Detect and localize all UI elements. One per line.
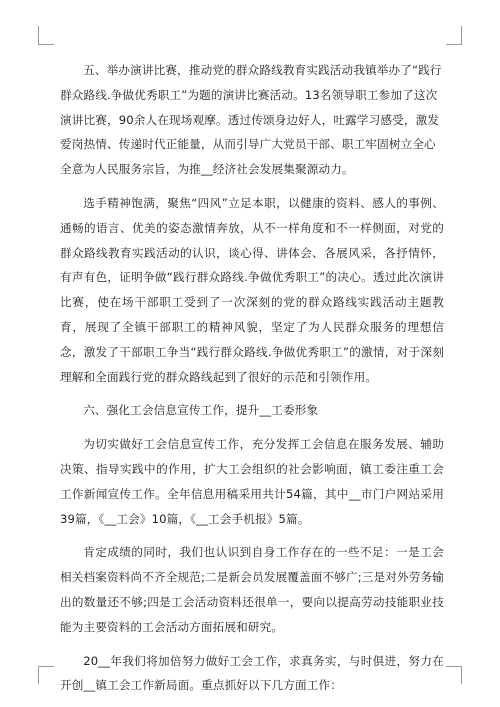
corner-mark-top-right-horizontal <box>446 44 462 45</box>
corner-mark-bottom-right-vertical <box>461 666 462 684</box>
document-body <box>60 58 444 707</box>
corner-mark-top-right-vertical <box>461 26 462 44</box>
corner-mark-bottom-right-horizontal <box>446 666 462 667</box>
speech-contest-paragraph: 选手精神饱满，聚焦“四风”立足本职，以健康的资料、感人的事例、通畅的语言、优美的姿态激情奔放，从不一样角度和不一样侧面，对党的群众路线教育实践活动的认识，谈心得、讲体会、各展风采，各抒情怀，有声有色，证明争做“践行群众路线.争做优秀职工”的决心。透过此次演讲比赛，使在场干部职工受到了一次深刻的党的群众路线实践活动主题教育，展现了全镇干部职工的精神风貌，坚定了为人民群众服务的理想信念，激发了干部职工争当“践行群众路线.争做优秀职工”的激情，对于深刻理解和全面践行党的群众路线起到了很好的示范和引领作用。 <box>60 195 444 384</box>
section-five-paragraph: 五、举办演讲比赛，推动党的群众路线教育实践活动我镇举办了“践行群众路线.争做优秀职工”为题的演讲比赛活动。13名领导职工参加了这次演讲比赛，90余人在现场观摩。透过传颂身边好人，吐露学习感受，激发爱岗热情、传递时代正能量，从而引导广大党员干部、职工牢固树立全心全意为人民服务宗旨，为推__经济社会发展集聚源动力。 <box>60 63 442 177</box>
corner-mark-top-left-vertical <box>38 26 39 44</box>
corner-mark-top-left-horizontal <box>38 44 54 45</box>
corner-mark-bottom-left-horizontal <box>38 666 54 667</box>
shortcomings-paragraph: 肯定成绩的同时，我们也认识到自身工作存在的一些不足：一是工会相关档案资料尚不齐全规范;二是新会员发展覆盖面不够广;三是对外劳务输出的数量还不够;四是工会活动资料还很单一，要向以提高劳动技能职业技能为主要资料的工会活动方面拓展和研究。 <box>60 545 444 634</box>
next-year-plan-paragraph: 20__年我们将加倍努力做好工会工作，求真务实，与时俱进，努力在开创__镇工会工作新局面。重点抓好以下几方面工作： <box>60 653 444 693</box>
corner-mark-bottom-left-vertical <box>38 666 39 684</box>
publicity-work-paragraph: 为切实做好工会信息宣传工作，充分发挥工会信息在服务发展、辅助决策、指导实践中的作用，扩大工会组织的社会影响面，镇工委注重工会工作新闻宣传工作。全年信息用稿采用共计54篇，其中__市门户网站采用39篇，《__工会》10篇，《__工会手机报》5篇。 <box>60 437 444 526</box>
section-six-heading: 六、强化工会信息宣传工作，提升__工委形象 <box>83 403 319 418</box>
